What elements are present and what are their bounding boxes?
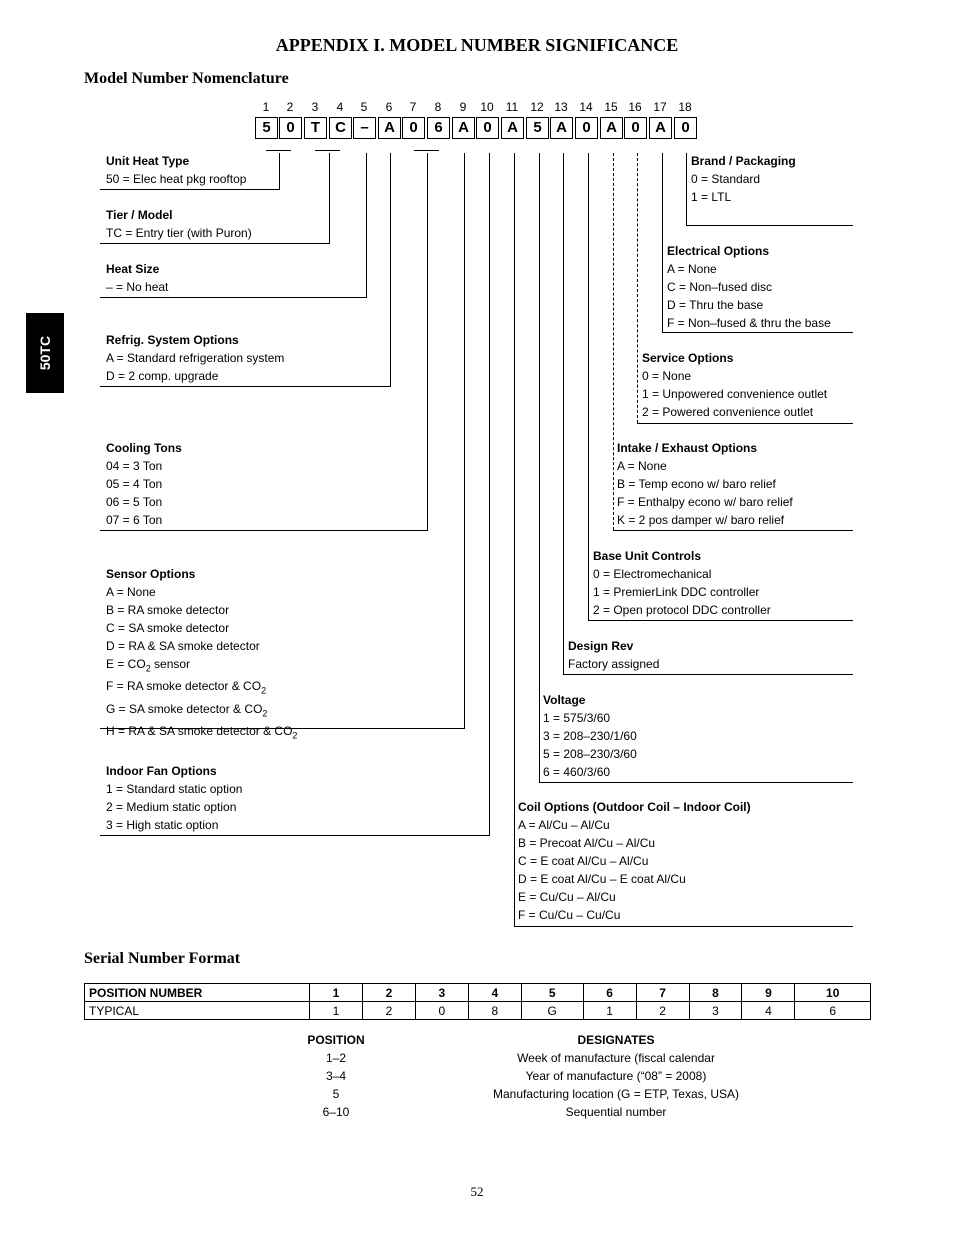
legend-line: $E = CO_2$ sensor bbox=[106, 657, 191, 674]
serial-heading: Serial Number Format bbox=[84, 950, 241, 967]
model-digit: A bbox=[550, 117, 573, 139]
table-cell: 2 bbox=[362, 984, 415, 1002]
side-tab bbox=[26, 313, 64, 393]
position-column bbox=[286, 1031, 386, 1121]
legend-line: 1 = 575/3/60 bbox=[543, 711, 611, 725]
position-number: 13 bbox=[554, 100, 568, 114]
legend-line: Factory assigned bbox=[568, 657, 660, 671]
legend-line: F = Enthalpy econo w/ baro relief bbox=[617, 495, 793, 509]
legend-line: F = Cu/Cu – Cu/Cu bbox=[518, 908, 621, 922]
table-cell: 7 bbox=[636, 984, 689, 1002]
legend-heading: Design Rev bbox=[568, 639, 634, 653]
designates-value: Sequential number bbox=[565, 1105, 667, 1119]
table-cell: 3 bbox=[415, 984, 468, 1002]
legend-heading: Coil Options (Outdoor Coil – Indoor Coil) bbox=[518, 800, 751, 814]
legend-line: 05 = 4 Ton bbox=[106, 477, 163, 491]
legend-line: B = RA smoke detector bbox=[106, 603, 230, 617]
legend-tier-model bbox=[106, 206, 252, 242]
legend-line: 3 = 208–230/1/60 bbox=[543, 729, 637, 743]
position-number: 2 bbox=[286, 100, 294, 114]
legend-indoor-fan bbox=[106, 762, 242, 834]
position-value: 1–2 bbox=[325, 1051, 347, 1065]
legend-electrical-options bbox=[667, 242, 831, 332]
legend-line: C = Non–fused disc bbox=[667, 280, 773, 294]
table-cell: TYPICAL bbox=[85, 1002, 310, 1020]
legend-heading: Heat Size bbox=[106, 262, 160, 276]
legend-line: A = None bbox=[617, 459, 667, 473]
model-digit: 0 bbox=[402, 117, 425, 139]
position-number: 4 bbox=[336, 100, 344, 114]
legend-line: – = No heat bbox=[106, 280, 169, 294]
legend-line: F = RA smoke detector & $CO_2$ bbox=[106, 679, 267, 696]
legend-line: K = 2 pos damper w/ baro relief bbox=[617, 513, 785, 527]
table-cell: 6 bbox=[795, 1002, 871, 1020]
legend-line: 1 = LTL bbox=[691, 190, 732, 204]
legend-heading: Electrical Options bbox=[667, 244, 770, 258]
legend-heading: Service Options bbox=[642, 351, 734, 365]
designates-value: Week of manufacture (fiscal calendar bbox=[517, 1051, 715, 1065]
legend-design-rev bbox=[568, 637, 659, 673]
model-digit: 5 bbox=[255, 117, 278, 139]
position-number: 10 bbox=[480, 100, 494, 114]
table-cell: POSITION NUMBER bbox=[85, 984, 310, 1002]
position-number: 1 bbox=[262, 100, 270, 114]
legend-heading: Sensor Options bbox=[106, 567, 196, 581]
designates-column bbox=[456, 1031, 776, 1121]
group-underline bbox=[414, 150, 439, 151]
legend-coil-options bbox=[518, 798, 751, 924]
legend-intake-exhaust bbox=[617, 439, 793, 529]
legend-line: D = Thru the base bbox=[667, 298, 764, 312]
legend-line: A = Al/Cu – Al/Cu bbox=[518, 818, 610, 832]
legend-heading: Voltage bbox=[543, 693, 586, 707]
legend-line: B = Temp econo w/ baro relief bbox=[617, 477, 776, 491]
legend-line: 3 = High static option bbox=[106, 818, 219, 832]
position-number: 17 bbox=[653, 100, 667, 114]
table-cell: 8 bbox=[689, 984, 742, 1002]
position-number: 6 bbox=[385, 100, 393, 114]
legend-line: 0 = None bbox=[642, 369, 692, 383]
model-digit: 0 bbox=[624, 117, 647, 139]
legend-line: 5 = 208–230/3/60 bbox=[543, 747, 637, 761]
legend-heading: Refrig. System Options bbox=[106, 333, 239, 347]
legend-line: 2 = Open protocol DDC controller bbox=[593, 603, 771, 617]
legend-line: 50 = Elec heat pkg rooftop bbox=[106, 172, 247, 186]
legend-line: 0 = Standard bbox=[691, 172, 761, 186]
legend-heading: Intake / Exhaust Options bbox=[617, 441, 758, 455]
position-number: 15 bbox=[604, 100, 618, 114]
legend-line: 6 = 460/3/60 bbox=[543, 765, 611, 779]
position-number: 12 bbox=[530, 100, 544, 114]
model-digit: 5 bbox=[526, 117, 549, 139]
legend-line: 06 = 5 Ton bbox=[106, 495, 163, 509]
table-cell: G bbox=[521, 1002, 583, 1020]
table-cell: 1 bbox=[310, 1002, 363, 1020]
legend-line: D = 2 comp. upgrade bbox=[106, 369, 219, 383]
model-digit: 6 bbox=[427, 117, 450, 139]
legend-line: A = Standard refrigeration system bbox=[106, 351, 285, 365]
model-digit: A bbox=[501, 117, 524, 139]
table-header-row bbox=[85, 984, 871, 1002]
nomenclature-heading: Model Number Nomenclature bbox=[84, 70, 289, 87]
legend-service-options bbox=[642, 349, 827, 421]
designates-value: Year of manufacture (“08” = 2008) bbox=[525, 1069, 707, 1083]
table-cell: 4 bbox=[468, 984, 521, 1002]
page-title: APPENDIX I. MODEL NUMBER SIGNIFICANCE bbox=[275, 35, 679, 55]
legend-base-unit-controls bbox=[593, 547, 771, 619]
legend-line: 1 = Unpowered convenience outlet bbox=[642, 387, 828, 401]
table-cell: 1 bbox=[310, 984, 363, 1002]
legend-line: H = RA & SA smoke detector & $CO_2$ bbox=[106, 724, 298, 741]
position-number: 8 bbox=[434, 100, 442, 114]
legend-line: 04 = 3 Ton bbox=[106, 459, 163, 473]
table-cell: 2 bbox=[362, 1002, 415, 1020]
legend-line: D = E coat Al/Cu – E coat Al/Cu bbox=[518, 872, 686, 886]
position-number: 3 bbox=[311, 100, 319, 114]
legend-refrig-system bbox=[106, 331, 284, 385]
legend-line: 2 = Medium static option bbox=[106, 800, 237, 814]
model-digit: A bbox=[452, 117, 475, 139]
legend-heading: Unit Heat Type bbox=[106, 154, 190, 168]
legend-line: A = None bbox=[106, 585, 156, 599]
position-value: 5 bbox=[332, 1087, 340, 1101]
model-digit: 0 bbox=[476, 117, 499, 139]
legend-heading: Indoor Fan Options bbox=[106, 764, 217, 778]
designates-header: DESIGNATES bbox=[577, 1033, 655, 1047]
model-digit: 0 bbox=[575, 117, 598, 139]
legend-line: C = SA smoke detector bbox=[106, 621, 230, 635]
legend-line: D = RA & SA smoke detector bbox=[106, 639, 260, 653]
model-digit: A bbox=[600, 117, 623, 139]
side-tab-label: 50TC bbox=[37, 335, 53, 371]
legend-line: 07 = 6 Ton bbox=[106, 513, 163, 527]
legend-line: TC = Entry tier (with Puron) bbox=[106, 226, 252, 240]
position-number: 7 bbox=[409, 100, 417, 114]
position-number: 16 bbox=[628, 100, 642, 114]
position-value: 6–10 bbox=[322, 1105, 350, 1119]
model-digit: 0 bbox=[674, 117, 697, 139]
position-number: 18 bbox=[678, 100, 692, 114]
table-cell: 0 bbox=[415, 1002, 468, 1020]
legend-line: 0 = Electromechanical bbox=[593, 567, 712, 581]
table-cell: 10 bbox=[795, 984, 871, 1002]
legend-sensor-options bbox=[106, 565, 297, 745]
legend-heat-size bbox=[106, 260, 168, 296]
table-cell: 6 bbox=[583, 984, 636, 1002]
legend-line: B = Precoat Al/Cu – Al/Cu bbox=[518, 836, 656, 850]
table-cell: 4 bbox=[742, 1002, 795, 1020]
page-number: 52 bbox=[470, 1184, 484, 1199]
legend-brand-packaging bbox=[691, 152, 796, 206]
legend-line: E = Cu/Cu – Al/Cu bbox=[518, 890, 616, 904]
table-cell: 8 bbox=[468, 1002, 521, 1020]
designates-value: Manufacturing location (G = ETP, Texas, USA) bbox=[492, 1087, 739, 1101]
table-cell: 9 bbox=[742, 984, 795, 1002]
position-number: 9 bbox=[459, 100, 467, 114]
legend-heading: Cooling Tons bbox=[106, 441, 182, 455]
model-digit: 0 bbox=[279, 117, 302, 139]
model-digit: C bbox=[329, 117, 352, 139]
group-underline bbox=[266, 150, 291, 151]
model-digit: – bbox=[353, 117, 376, 139]
model-digit: T bbox=[304, 117, 327, 139]
legend-line: G = SA smoke detector & $CO_2$ bbox=[106, 701, 268, 719]
position-value: 3–4 bbox=[325, 1069, 347, 1083]
legend-line: A = None bbox=[667, 262, 717, 276]
legend-voltage bbox=[543, 691, 637, 781]
legend-heading: Base Unit Controls bbox=[593, 549, 702, 563]
table-row bbox=[85, 1002, 871, 1020]
table-cell: 1 bbox=[583, 1002, 636, 1020]
legend-line: 2 = Powered convenience outlet bbox=[642, 405, 814, 419]
legend-heading: Tier / Model bbox=[106, 208, 173, 222]
position-number: 11 bbox=[505, 100, 519, 114]
position-header: POSITION bbox=[307, 1033, 365, 1047]
model-digit: A bbox=[649, 117, 672, 139]
legend-line: 1 = Standard static option bbox=[106, 782, 243, 796]
position-number: 5 bbox=[360, 100, 368, 114]
table-cell: 3 bbox=[689, 1002, 742, 1020]
legend-heading: Brand / Packaging bbox=[691, 154, 796, 168]
position-number: 14 bbox=[579, 100, 593, 114]
table-cell: 2 bbox=[636, 1002, 689, 1020]
legend-line: F = Non–fused & thru the base bbox=[667, 316, 831, 330]
legend-unit-heat-type bbox=[106, 152, 246, 188]
table-cell: 5 bbox=[521, 984, 583, 1002]
legend-line: C = E coat Al/Cu – Al/Cu bbox=[518, 854, 649, 868]
legend-cooling-tons bbox=[106, 439, 182, 529]
serial-number-table bbox=[84, 983, 871, 1020]
group-underline bbox=[315, 150, 340, 151]
model-digit: A bbox=[378, 117, 401, 139]
legend-line: 1 = PremierLink DDC controller bbox=[593, 585, 760, 599]
